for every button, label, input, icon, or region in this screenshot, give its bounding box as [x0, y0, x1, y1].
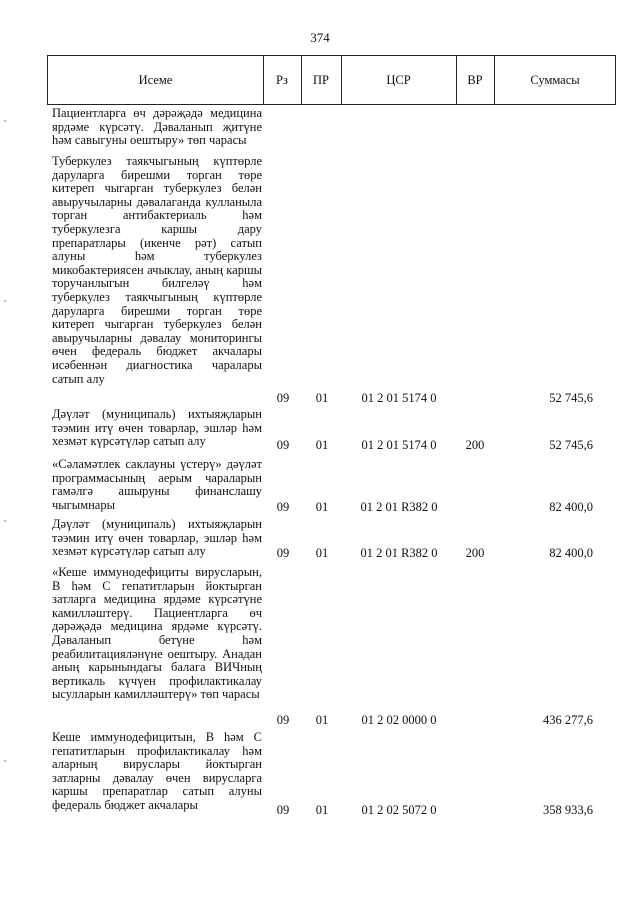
row-sum: 82 400,0	[549, 546, 593, 560]
header-sum: Суммасы	[530, 73, 580, 87]
row-csr: 01 2 02 0000 0	[361, 713, 437, 727]
row-csr: 01 2 01 R382 0	[360, 500, 438, 514]
row-pr: 01	[315, 546, 329, 560]
header-name: Исеме	[138, 73, 173, 87]
row-csr: 01 2 02 5072 0	[361, 803, 437, 817]
row-rz: 09	[276, 500, 290, 514]
row-vr: 200	[465, 438, 485, 452]
header-rz: Рз	[276, 73, 288, 87]
table-header	[47, 55, 616, 105]
scan-mark	[4, 760, 6, 762]
row-name: Кеше иммунодефицитын, B һәм C гепатитларын профилактикалау һәм аларның вируслары йоктырган затларны дәвалау өчен вирусларга каршы препаратлар сатып алуны федераль бюджет акчалары	[52, 730, 262, 812]
row-pr: 01	[315, 391, 329, 405]
page-number: 374	[310, 30, 330, 45]
header-pr: ПР	[313, 73, 329, 87]
row-sum: 436 277,6	[543, 713, 593, 727]
row-rz: 09	[276, 391, 290, 405]
row-csr: 01 2 01 5174 0	[361, 438, 437, 452]
row-pr: 01	[315, 438, 329, 452]
row-rz: 09	[276, 803, 290, 817]
header-vr: ВР	[467, 73, 483, 87]
row-name: «Сәламәтлек саклауны үстерү» дәүләт программасының аерым чараларын гамәлгә ашыруны финанслашу чыгымнары	[52, 457, 262, 512]
row-name: Дәүләт (муниципаль) ихтыяҗларын тәэмин итү өчен товарлар, эшләр һәм хезмәт күрсәтүләр сатып алу	[52, 407, 262, 449]
row-sum: 52 745,6	[549, 391, 593, 405]
scan-mark	[4, 300, 6, 302]
row-name: Дәүләт (муниципаль) ихтыяҗларын тәэмин итү өчен товарлар, эшләр һәм хезмәт күрсәтүләр сатып алу	[52, 517, 262, 559]
row-rz: 09	[276, 438, 290, 452]
row-csr: 01 2 01 R382 0	[360, 546, 438, 560]
row-pr: 01	[315, 803, 329, 817]
row-name: Туберкулез таякчыгының күптөрле даруларга бирешми торган төре китереп чыгарган туберкулез белән авыручыларны дәвалаганда кулланыла торган антибактериаль һәм туберкулезга каршы дару препаратлары (икенче рәт) сатып алуны һәм туберкулез микобактериясен ачыклау, аның каршы торучанлыгын билгеләү һәм туберкулез таякчыгының күптөрле даруларга бирешми торган төре китереп чыгарган туберкулез белән авыручыларны дәвалау мониторингы өчен федераль бюджет акчалары исәбеннән диагностика чаралары сатып алу	[52, 154, 262, 386]
row-rz: 09	[276, 713, 290, 727]
row-pr: 01	[315, 500, 329, 514]
row-vr: 200	[465, 546, 485, 560]
scan-mark	[4, 520, 6, 522]
header-csr: ЦСР	[386, 73, 411, 87]
row-name: «Кеше иммунодефициты вирусларын, B һәм C гепатитларын йоктырган затларга медицина ярдәме күрсәтүне камилләштерү. Пациентларга өч дәрәҗәдә медицина ярдәме күрсәтү. Дәваланып бетүне һәм реабилитацияләнүне оештыру. Анадан аның карынындагы балага ВИЧның вертикаль күчүен профилактикалау ысулларын камилләштерү» төп чарасы	[52, 565, 262, 702]
scan-mark	[4, 120, 6, 122]
row-sum: 52 745,6	[549, 438, 593, 452]
row-csr: 01 2 01 5174 0	[361, 391, 437, 405]
row-rz: 09	[276, 546, 290, 560]
row-pr: 01	[315, 713, 329, 727]
row-sum: 82 400,0	[549, 500, 593, 514]
row-name: Пациентларга өч дәрәҗәдә медицина ярдәме күрсәтү. Дәваланып җитүне һәм савыгуны оештыру» төп чарасы	[52, 106, 262, 148]
row-sum: 358 933,6	[543, 803, 593, 817]
